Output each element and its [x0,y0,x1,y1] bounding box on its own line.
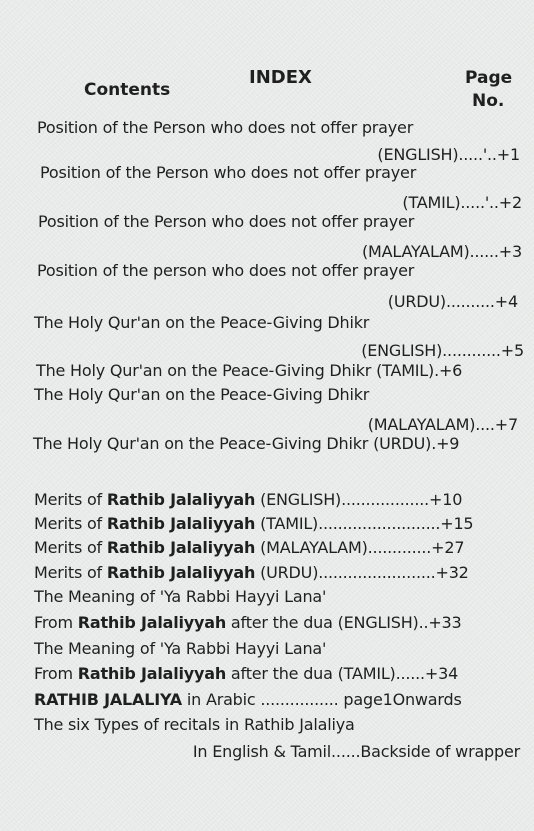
index-entry: RATHIB JALALIYA in Arabic ................ page1Onwards [34,690,462,709]
index-title: INDEX [249,67,312,88]
index-entry: In English & Tamil......Backside of wrapper [192,742,520,761]
index-entry: The Meaning of 'Ya Rabbi Hayyi Lana' [34,639,327,658]
index-entry: From Rathib Jalaliyyah after the dua (TAMIL)......+34 [34,664,459,683]
index-entry: Merits of Rathib Jalaliyyah (TAMIL).........................+15 [34,514,474,533]
index-entry-page: (MALAYALAM)....+7 [367,415,518,434]
contents-heading: Contents [84,80,171,100]
index-entry-page: (URDU)..........+4 [387,292,518,311]
index-entry-page: (ENGLISH)............+5 [361,341,524,360]
index-entry: The Holy Qur'an on the Peace-Giving Dhikr (TAMIL).+6 [36,361,463,380]
index-entry: Position of the Person who does not offer prayer [40,163,417,182]
index-entry: Merits of Rathib Jalaliyyah (MALAYALAM).............+27 [34,538,465,557]
index-entry: Merits of Rathib Jalaliyyah (URDU)........................+32 [34,563,469,582]
index-entry-page: (TAMIL).....'..+2 [402,193,522,212]
index-entry: The six Types of recitals in Rathib Jalaliya [34,715,355,734]
index-entry-page: (ENGLISH).....'..+1 [377,145,520,164]
index-entry: The Holy Qur'an on the Peace-Giving Dhikr [34,385,370,404]
index-entry-page: (MALAYALAM)......+3 [361,242,522,261]
index-entry: The Holy Qur'an on the Peace-Giving Dhikr (URDU).+9 [33,434,460,453]
index-entry: From Rathib Jalaliyyah after the dua (ENGLISH)..+33 [34,613,462,632]
index-entry: The Holy Qur'an on the Peace-Giving Dhikr [34,313,370,332]
page-no-heading: No. [472,91,505,111]
page-heading: Page [465,68,513,88]
index-entry: Merits of Rathib Jalaliyyah (ENGLISH)..................+10 [34,490,463,509]
index-entry: Position of the Person who does not offer prayer [38,212,415,231]
index-entry: The Meaning of 'Ya Rabbi Hayyi Lana' [34,587,327,606]
index-entry: Position of the Person who does not offer prayer [37,118,414,137]
index-entry: Position of the person who does not offer prayer [37,261,415,280]
